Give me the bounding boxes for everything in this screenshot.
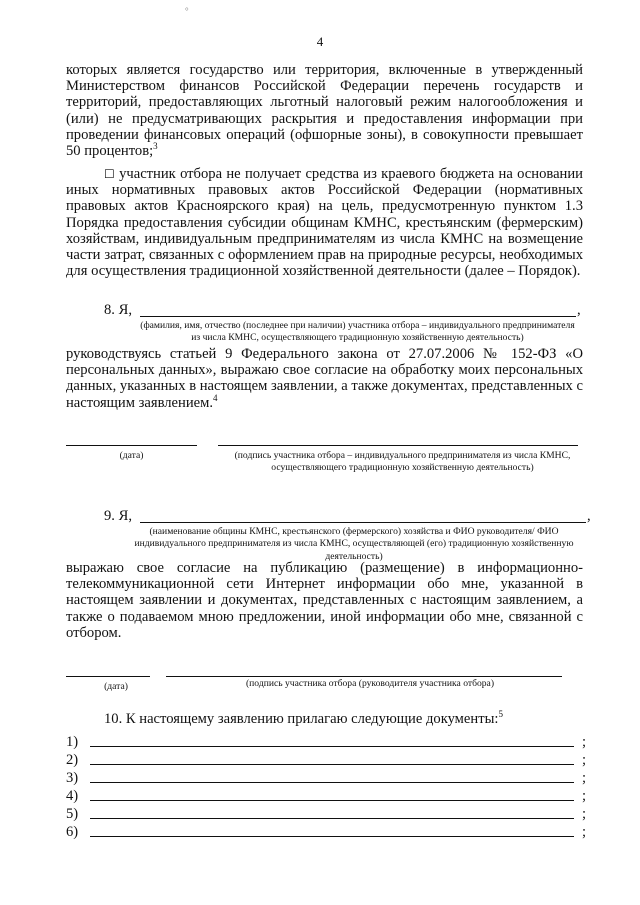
document-line-number: 1) xyxy=(66,734,79,750)
item9-name-field[interactable] xyxy=(140,522,586,523)
document-line-1 xyxy=(66,734,586,750)
document-line-end: ; xyxy=(581,824,586,840)
document-line-end: ; xyxy=(581,734,586,750)
item9-suffix: , xyxy=(587,508,591,524)
checkbox-icon[interactable]: ☐ xyxy=(104,167,115,181)
document-line-number: 2) xyxy=(66,752,79,768)
item8-date-field[interactable] xyxy=(66,445,197,446)
item8-consent-body: руководствуясь статьей 9 Федерального закона от 27.07.2006 № 152-ФЗ «О персональных данных», выражаю свое согласие на обработку моих персональных данных, указанных в настоящем заявлении, а также документах, представленных с настоящим заявлением. xyxy=(66,346,583,411)
item8-suffix: , xyxy=(577,302,581,318)
paragraph-offshore-text: которых является государство или территория, включенные в утвержденный Министерством финансов Российской Федерации перечень государств и территорий, предоставляющих льготный налоговый режим налогообложения и (или) не предусматривающих раскрытия и предоставления информации при проведении финансовых операций (офшорные зоны), в совокупности превышает 50 процентов; xyxy=(66,62,583,160)
item9-date-field[interactable] xyxy=(66,676,150,677)
document-line-number: 4) xyxy=(66,788,79,804)
document-line-end: ; xyxy=(581,752,586,768)
footnote-ref-4: 4 xyxy=(213,392,218,403)
item8-signature-field[interactable] xyxy=(218,445,578,446)
item10-heading: 10. К настоящему заявлению прилагаю следующие документы: xyxy=(104,711,499,727)
item8-signature-caption: (подпись участника отбора – индивидуального предпринимателя из числа КМНС, осуществляющего традиционную хозяйственную деятельность) xyxy=(234,450,571,474)
document-line-3 xyxy=(66,770,586,786)
item9-date-caption: (дата) xyxy=(104,681,128,692)
document-line-end: ; xyxy=(581,788,586,804)
item9-consent-body: выражаю свое согласие на публикацию (размещение) в информационно-телекоммуникационной сети Интернет информации обо мне, указанной в настоящем заявлении и документах, представленных с настоящим заявлением, а также о подаваемом мною предложении, иной информации обо мне, связанной с отбором. xyxy=(66,560,583,641)
paragraph-budget-text: участник отбора не получает средства из краевого бюджета на основании иных нормативных правовых актов Российской Федерации (нормативных правовых актов Красноярского края) на цель, предусмотренную пунктом 1.3 Порядка предоставления субсидии общинам КМНС, крестьянским (фермерским) хозяйствам, индивидуальным предпринимателям из числа КМНС на возмещение части затрат, связанных с оформлением прав на природные ресурсы, необходимых для осуществления традиционной хозяйственной деятельности (далее – Порядок). xyxy=(66,166,583,280)
document-line-number: 5) xyxy=(66,806,79,822)
document-line-4 xyxy=(66,788,586,804)
item8-date-caption: (дата) xyxy=(119,450,144,461)
item9-name-caption: (наименование общины КМНС, крестьянского (фермерского) хозяйства и ФИО руководителя/ ФИО индивидуального предпринимателя из числа КМНС, осуществляющей (его) традиционную хозяйственную деятельность) xyxy=(134,526,574,562)
page-number: 4 xyxy=(316,34,324,49)
document-line-field[interactable] xyxy=(90,764,574,765)
scan-mark: ° xyxy=(185,6,189,16)
document-line-field[interactable] xyxy=(90,782,574,783)
item8-consent-text xyxy=(66,346,583,411)
document-line-field[interactable] xyxy=(90,818,574,819)
item10-heading-row xyxy=(104,711,584,727)
item9-signature-field[interactable] xyxy=(166,676,562,677)
item8-name-field[interactable] xyxy=(140,316,576,317)
footnote-ref-3: 3 xyxy=(153,141,158,152)
item9-prefix: 9. Я, xyxy=(104,508,132,524)
document-line-number: 3) xyxy=(66,770,79,786)
paragraph-budget xyxy=(66,166,583,279)
document-line-number: 6) xyxy=(66,824,79,840)
document-line-field[interactable] xyxy=(90,746,574,747)
document-line-end: ; xyxy=(581,770,586,786)
document-line-field[interactable] xyxy=(90,836,574,837)
item8-name-caption: (фамилия, имя, отчество (последнее при наличии) участника отбора – индивидуального предпринимателя из числа КМНС, осуществляющего традиционную хозяйственную деятельность) xyxy=(140,320,575,344)
document-line-end: ; xyxy=(581,806,586,822)
document-line-field[interactable] xyxy=(90,800,574,801)
item9-signature-caption: (подпись участника отбора (руководителя участника отбора) xyxy=(245,678,495,689)
item8-prefix: 8. Я, xyxy=(104,302,132,318)
item9-consent-text xyxy=(66,560,583,641)
document-line-6 xyxy=(66,824,586,840)
paragraph-offshore xyxy=(66,62,583,159)
document-line-5 xyxy=(66,806,586,822)
footnote-ref-5: 5 xyxy=(498,709,503,720)
document-line-2 xyxy=(66,752,586,768)
